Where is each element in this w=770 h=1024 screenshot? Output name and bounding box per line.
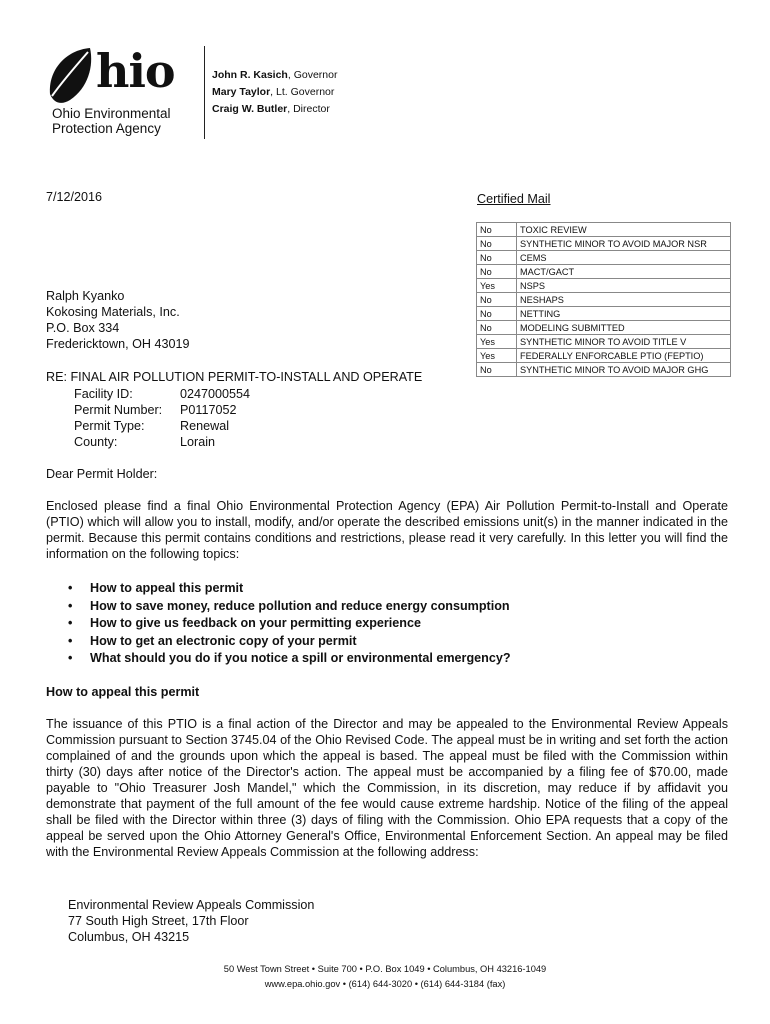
checklist-row	[477, 321, 731, 335]
logo-subtitle-line1: Ohio Environmental	[52, 106, 171, 121]
checklist-row	[477, 251, 731, 265]
checklist-answer: No	[477, 265, 517, 279]
certified-mail-label: Certified Mail	[477, 192, 551, 206]
checklist-answer: Yes	[477, 279, 517, 293]
checklist-item: SYNTHETIC MINOR TO AVOID MAJOR GHG	[517, 363, 731, 377]
checklist-item: TOXIC REVIEW	[517, 223, 731, 237]
salutation: Dear Permit Holder:	[46, 467, 158, 481]
checklist-row	[477, 349, 731, 363]
checklist-answer: No	[477, 223, 517, 237]
recipient-po-box: P.O. Box 334	[46, 321, 120, 335]
re-label-facility: Facility ID:	[74, 387, 133, 401]
checklist-answer: No	[477, 251, 517, 265]
checklist-row	[477, 335, 731, 349]
permit-checklist-table	[476, 222, 731, 377]
checklist-answer: Yes	[477, 349, 517, 363]
re-value-permit-number: P0117052	[180, 403, 237, 417]
recipient-city: Fredericktown, OH 43019	[46, 337, 190, 351]
re-label-county: County:	[74, 435, 118, 449]
re-value-facility: 0247000554	[180, 387, 251, 401]
checklist-item: CEMS	[517, 251, 731, 265]
checklist-row	[477, 363, 731, 377]
checklist-item: FEDERALLY ENFORCABLE PTIO (FEPTIO)	[517, 349, 731, 363]
checklist-item: NESHAPS	[517, 293, 731, 307]
checklist-row	[477, 237, 731, 251]
recipient-company: Kokosing Materials, Inc.	[46, 305, 180, 319]
checklist-answer: No	[477, 321, 517, 335]
checklist-row	[477, 307, 731, 321]
topic-item: • How to get an electronic copy of your permit	[68, 633, 357, 648]
official-governor: John R. Kasich, Governor	[212, 69, 338, 81]
commission-city: Columbus, OH 43215	[68, 930, 190, 944]
letterhead-divider	[204, 46, 205, 139]
re-label-permit-type: Permit Type:	[74, 419, 145, 433]
re-line: RE: FINAL AIR POLLUTION PERMIT-TO-INSTALL AND OPERATE	[46, 370, 423, 384]
checklist-item: SYNTHETIC MINOR TO AVOID MAJOR NSR	[517, 237, 731, 251]
intro-paragraph: Enclosed please find a final Ohio Environmental Protection Agency (EPA) Air Pollution Permit-to-Install and Operate (PTIO) which will allow you to install, modify, and/or operate the described emissions unit(s) in the manner indicated in the permit. Because this permit contains conditions and restrictions, please read it very carefully. In this letter you will find the information on the following topics:	[46, 499, 728, 561]
re-value-county: Lorain	[180, 435, 216, 449]
footer-contact: www.epa.ohio.gov • (614) 644-3020 • (614) 644-3184 (fax)	[264, 979, 506, 989]
checklist-item: NETTING	[517, 307, 731, 321]
topic-item: • How to appeal this permit	[68, 581, 244, 595]
checklist-item: MACT/GACT	[517, 265, 731, 279]
appeal-heading: How to appeal this permit	[46, 685, 200, 699]
checklist-answer: No	[477, 237, 517, 251]
logo-subtitle-line2: Protection Agency	[52, 121, 161, 136]
re-value-permit-type: Renewal	[180, 419, 230, 433]
topic-item: • What should you do if you notice a spill or environmental emergency?	[68, 651, 511, 666]
commission-name: Environmental Review Appeals Commission	[68, 898, 315, 912]
letter-date: 7/12/2016	[46, 190, 103, 204]
checklist-item: SYNTHETIC MINOR TO AVOID TITLE V	[517, 335, 731, 349]
checklist-item: NSPS	[517, 279, 731, 293]
checklist-row	[477, 293, 731, 307]
recipient-name: Ralph Kyanko	[46, 289, 125, 303]
checklist-answer: No	[477, 293, 517, 307]
logo-wordmark: hio	[96, 44, 175, 98]
appeal-paragraph: The issuance of this PTIO is a final action of the Director and may be appealed to the Environmental Review Appeals Commission pursuant to Section 3745.04 of the Ohio Revised Code. The appeal must be in writing and set forth the action complained of and the grounds upon which the appeal is based. The appeal must be filed with the Commission within thirty (30) days after notice of the Director's action. The appeal must be accompanied by a filing fee of $70.00, made payable to "Ohio Treasurer Josh Mandel," which the Commission, in its discretion, may reduce if by affidavit you demonstrate that payment of the full amount of the fee would cause extreme hardship. Notice of the filing of the appeal shall be filed with the Director within three (3) days of filing with the Commission. Ohio EPA requests that a copy of the appeal be served upon the Ohio Attorney General's Office, Environmental Enforcement Section. An appeal may be filed with the Environmental Review Appeals Commission at the following address:	[46, 717, 728, 859]
topic-item: • How to save money, reduce pollution and reduce energy consumption	[68, 598, 510, 613]
official-lt-governor: Mary Taylor, Lt. Governor	[212, 86, 335, 98]
checklist-item: MODELING SUBMITTED	[517, 321, 731, 335]
checklist-row	[477, 265, 731, 279]
topics-list	[46, 580, 728, 668]
checklist-row	[477, 279, 731, 293]
official-director: Craig W. Butler, Director	[212, 103, 330, 115]
re-label-permit-number: Permit Number:	[74, 403, 163, 417]
footer-address: 50 West Town Street • Suite 700 • P.O. Box 1049 • Columbus, OH 43216-1049	[223, 964, 547, 974]
commission-street: 77 South High Street, 17th Floor	[68, 914, 249, 928]
checklist-answer: No	[477, 363, 517, 377]
checklist-row	[477, 223, 731, 237]
checklist-answer: Yes	[477, 335, 517, 349]
checklist-answer: No	[477, 307, 517, 321]
topic-item: • How to give us feedback on your permitting experience	[68, 616, 422, 631]
